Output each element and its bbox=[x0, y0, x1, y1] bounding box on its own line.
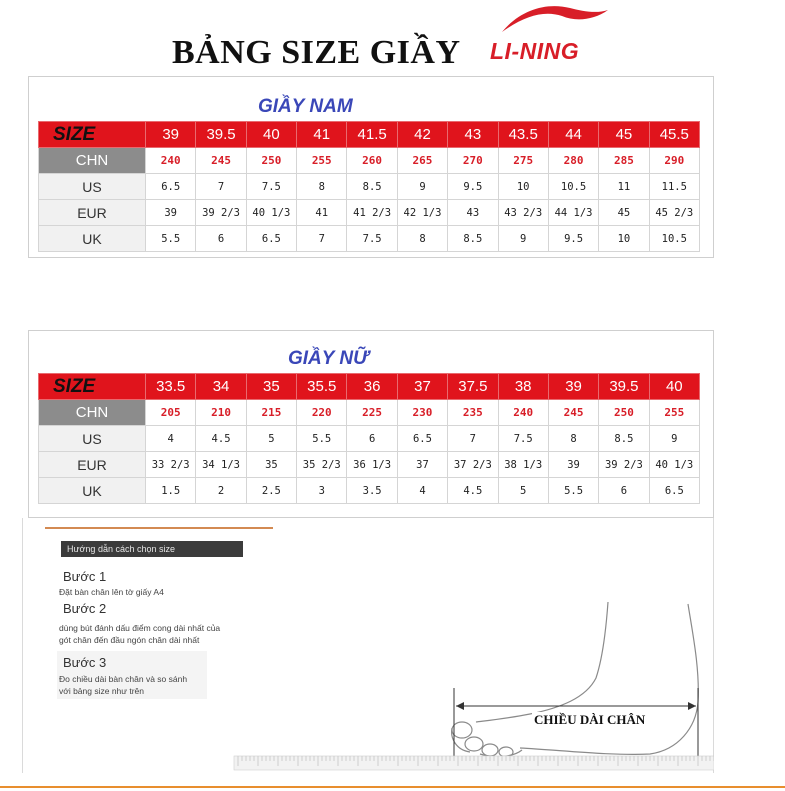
us-cell: 10 bbox=[498, 174, 548, 200]
us-cell: 6.5 bbox=[397, 426, 447, 452]
size-cell: 44 bbox=[548, 122, 598, 148]
chn-cell: 245 bbox=[196, 148, 246, 174]
eur-cell: 39 bbox=[548, 452, 598, 478]
chn-cell: 260 bbox=[347, 148, 397, 174]
step1-text: Đặt bàn chân lên tờ giấy A4 bbox=[59, 587, 164, 597]
size-cell: 40 bbox=[649, 374, 699, 400]
size-cell: 39 bbox=[548, 374, 598, 400]
chn-cell: 290 bbox=[649, 148, 699, 174]
eur-row bbox=[39, 452, 700, 478]
chn-label: CHN bbox=[39, 148, 146, 174]
step2-title: Bước 2 bbox=[63, 601, 107, 616]
step3-text-line1: Đo chiều dài bàn chân và so sánh bbox=[59, 674, 188, 684]
size-label: SIZE bbox=[39, 122, 146, 148]
eur-cell: 42 1/3 bbox=[397, 200, 447, 226]
us-cell: 7 bbox=[196, 174, 246, 200]
chn-cell: 250 bbox=[599, 400, 649, 426]
size-cell: 43.5 bbox=[498, 122, 548, 148]
chn-cell: 275 bbox=[498, 148, 548, 174]
chn-cell: 210 bbox=[196, 400, 246, 426]
eur-cell: 39 2/3 bbox=[599, 452, 649, 478]
chn-cell: 205 bbox=[146, 400, 196, 426]
us-cell: 4.5 bbox=[196, 426, 246, 452]
eur-cell: 43 2/3 bbox=[498, 200, 548, 226]
men-section-title: GIẦY NAM bbox=[258, 96, 353, 117]
eur-cell: 40 1/3 bbox=[246, 200, 296, 226]
uk-cell: 6.5 bbox=[649, 478, 699, 504]
size-row bbox=[39, 374, 700, 400]
uk-cell: 4 bbox=[397, 478, 447, 504]
size-cell: 40 bbox=[246, 122, 296, 148]
uk-cell: 2.5 bbox=[246, 478, 296, 504]
size-cell: 38 bbox=[498, 374, 548, 400]
us-row bbox=[39, 426, 700, 452]
uk-cell: 9.5 bbox=[548, 226, 598, 252]
size-cell: 43 bbox=[448, 122, 498, 148]
us-label: US bbox=[39, 174, 146, 200]
uk-cell: 2 bbox=[196, 478, 246, 504]
uk-cell: 1.5 bbox=[146, 478, 196, 504]
us-cell: 8 bbox=[548, 426, 598, 452]
chn-cell: 225 bbox=[347, 400, 397, 426]
uk-cell: 4.5 bbox=[448, 478, 498, 504]
guide-header: Hướng dẫn cách chọn size bbox=[61, 541, 243, 557]
uk-cell: 3 bbox=[297, 478, 347, 504]
eur-cell: 41 bbox=[297, 200, 347, 226]
eur-cell: 36 1/3 bbox=[347, 452, 397, 478]
size-cell: 42 bbox=[397, 122, 447, 148]
us-cell: 9 bbox=[397, 174, 447, 200]
us-cell: 5.5 bbox=[297, 426, 347, 452]
step3-title: Bước 3 bbox=[63, 655, 107, 670]
uk-row bbox=[39, 478, 700, 504]
uk-cell: 5 bbox=[498, 478, 548, 504]
brand-logo bbox=[490, 2, 620, 68]
eur-cell: 44 1/3 bbox=[548, 200, 598, 226]
chn-cell: 240 bbox=[498, 400, 548, 426]
uk-cell: 6 bbox=[196, 226, 246, 252]
size-cell: 39.5 bbox=[196, 122, 246, 148]
chn-cell: 265 bbox=[397, 148, 447, 174]
eur-cell: 34 1/3 bbox=[196, 452, 246, 478]
eur-cell: 40 1/3 bbox=[649, 452, 699, 478]
chn-cell: 245 bbox=[548, 400, 598, 426]
us-cell: 6 bbox=[347, 426, 397, 452]
size-cell: 33.5 bbox=[146, 374, 196, 400]
us-cell: 9 bbox=[649, 426, 699, 452]
us-label: US bbox=[39, 426, 146, 452]
chn-cell: 285 bbox=[599, 148, 649, 174]
uk-cell: 5.5 bbox=[146, 226, 196, 252]
us-cell: 7.5 bbox=[498, 426, 548, 452]
eur-row bbox=[39, 200, 700, 226]
us-cell: 11 bbox=[599, 174, 649, 200]
chn-cell: 230 bbox=[397, 400, 447, 426]
uk-cell: 8.5 bbox=[448, 226, 498, 252]
size-row bbox=[39, 122, 700, 148]
eur-cell: 38 1/3 bbox=[498, 452, 548, 478]
size-cell: 37 bbox=[397, 374, 447, 400]
size-label: SIZE bbox=[39, 374, 146, 400]
size-cell: 39 bbox=[146, 122, 196, 148]
uk-cell: 5.5 bbox=[548, 478, 598, 504]
eur-label: EUR bbox=[39, 452, 146, 478]
size-cell: 35 bbox=[246, 374, 296, 400]
chn-cell: 220 bbox=[297, 400, 347, 426]
size-cell: 41.5 bbox=[347, 122, 397, 148]
uk-cell: 8 bbox=[397, 226, 447, 252]
eur-cell: 37 bbox=[397, 452, 447, 478]
size-cell: 34 bbox=[196, 374, 246, 400]
uk-cell: 7.5 bbox=[347, 226, 397, 252]
chn-cell: 270 bbox=[448, 148, 498, 174]
us-cell: 7.5 bbox=[246, 174, 296, 200]
uk-cell: 7 bbox=[297, 226, 347, 252]
chn-cell: 250 bbox=[246, 148, 296, 174]
eur-cell: 45 2/3 bbox=[649, 200, 699, 226]
size-cell: 36 bbox=[347, 374, 397, 400]
size-cell: 39.5 bbox=[599, 374, 649, 400]
chn-row bbox=[39, 148, 700, 174]
us-cell: 8 bbox=[297, 174, 347, 200]
step2-text-line1: dùng bút đánh dấu điểm cong dài nhất của bbox=[59, 623, 221, 633]
eur-cell: 41 2/3 bbox=[347, 200, 397, 226]
us-cell: 8.5 bbox=[599, 426, 649, 452]
eur-cell: 35 2/3 bbox=[297, 452, 347, 478]
foot-outline-icon bbox=[230, 590, 714, 775]
us-cell: 8.5 bbox=[347, 174, 397, 200]
eur-cell: 43 bbox=[448, 200, 498, 226]
eur-cell: 39 bbox=[146, 200, 196, 226]
size-cell: 45 bbox=[599, 122, 649, 148]
eur-label: EUR bbox=[39, 200, 146, 226]
uk-cell: 10 bbox=[599, 226, 649, 252]
uk-cell: 6 bbox=[599, 478, 649, 504]
step1-title: Bước 1 bbox=[63, 569, 107, 584]
chn-cell: 240 bbox=[146, 148, 196, 174]
us-cell: 4 bbox=[146, 426, 196, 452]
accent-divider bbox=[0, 786, 785, 788]
women-section-title: GIẦY NỮ bbox=[288, 348, 369, 369]
chn-cell: 280 bbox=[548, 148, 598, 174]
size-cell: 35.5 bbox=[297, 374, 347, 400]
us-cell: 5 bbox=[246, 426, 296, 452]
chn-row bbox=[39, 400, 700, 426]
chn-cell: 255 bbox=[297, 148, 347, 174]
size-cell: 41 bbox=[297, 122, 347, 148]
uk-cell: 10.5 bbox=[649, 226, 699, 252]
us-row bbox=[39, 174, 700, 200]
page-title: BẢNG SIZE GIẦY bbox=[172, 34, 461, 71]
chn-cell: 215 bbox=[246, 400, 296, 426]
uk-label: UK bbox=[39, 226, 146, 252]
size-cell: 37.5 bbox=[448, 374, 498, 400]
us-cell: 9.5 bbox=[448, 174, 498, 200]
us-cell: 10.5 bbox=[548, 174, 598, 200]
eur-cell: 37 2/3 bbox=[448, 452, 498, 478]
eur-cell: 39 2/3 bbox=[196, 200, 246, 226]
foot-measurement-illustration bbox=[230, 590, 714, 775]
chn-label: CHN bbox=[39, 400, 146, 426]
uk-row bbox=[39, 226, 700, 252]
uk-cell: 6.5 bbox=[246, 226, 296, 252]
step2-text-line2: gót chân đến đầu ngón chân dài nhất bbox=[59, 635, 200, 645]
chn-cell: 255 bbox=[649, 400, 699, 426]
eur-cell: 35 bbox=[246, 452, 296, 478]
foot-length-label: CHIỀU DÀI CHÂN bbox=[534, 712, 646, 727]
brand-name: LI-NING bbox=[490, 38, 580, 64]
us-cell: 6.5 bbox=[146, 174, 196, 200]
women-size-table bbox=[38, 373, 700, 504]
uk-cell: 3.5 bbox=[347, 478, 397, 504]
uk-cell: 9 bbox=[498, 226, 548, 252]
eur-cell: 33 2/3 bbox=[146, 452, 196, 478]
eur-cell: 45 bbox=[599, 200, 649, 226]
uk-label: UK bbox=[39, 478, 146, 504]
men-size-table bbox=[38, 121, 700, 252]
size-cell: 45.5 bbox=[649, 122, 699, 148]
step3-text-line2: với bảng size như trên bbox=[59, 686, 144, 696]
us-cell: 11.5 bbox=[649, 174, 699, 200]
chn-cell: 235 bbox=[448, 400, 498, 426]
us-cell: 7 bbox=[448, 426, 498, 452]
li-ning-swoosh-icon bbox=[498, 2, 610, 38]
